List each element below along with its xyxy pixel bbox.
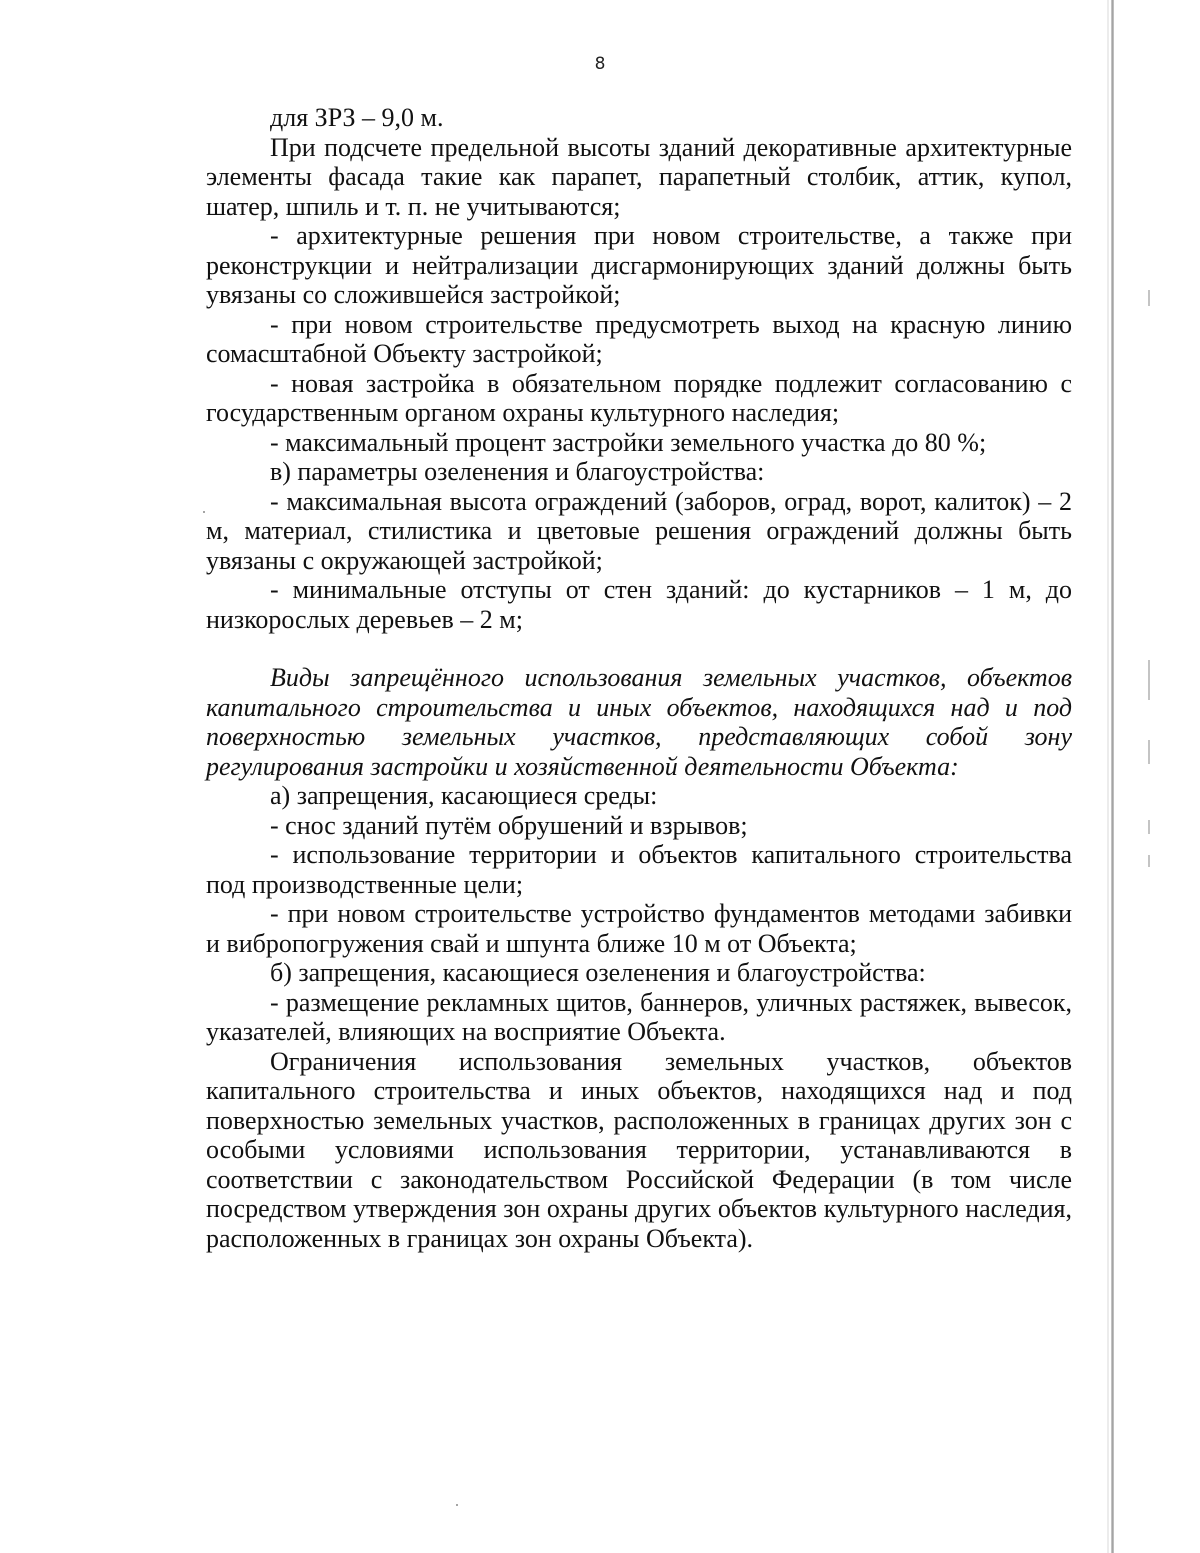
scan-artifact — [1148, 660, 1150, 700]
scan-artifact — [1148, 740, 1150, 764]
list-item: - при новом строительстве предусмотреть выход на красную линию сомасштабной Объекту застройкой; — [206, 309, 1072, 368]
list-item: - снос зданий путём обрушений и взрывов; — [270, 810, 748, 840]
scan-edge-line — [1111, 0, 1114, 1553]
paragraph: При подсчете предельной высоты зданий декоративные архитектурные элементы фасада такие как парапет, парапетный столбик, аттик, купол, шатер, шпиль и т. п. не учитываются; — [206, 132, 1072, 221]
list-item: - максимальный процент застройки земельного участка до 80 %; — [270, 427, 987, 457]
list-item: - архитектурные решения при новом строительстве, а также при реконструкции и нейтрализации дисгармонирующих зданий должны быть увязаны со сложившейся застройкой; — [206, 221, 1072, 309]
page-number: 8 — [594, 54, 606, 74]
paragraph: для ЗРЗ – 9,0 м. — [270, 103, 444, 132]
list-item: - максимальная высота ограждений (заборов, оград, ворот, калиток) – 2 м, материал, стилистика и цветовые решения ограждений должны быть увязаны с окружающей застройкой; — [206, 486, 1072, 575]
subsection-label: б) запрещения, касающиеся озеленения и благоустройства: — [270, 958, 926, 987]
subsection-label: а) запрещения, касающиеся среды: — [270, 781, 658, 810]
section-heading: Виды запрещённого использования земельных участков, объектов капитального строительства и иных объектов, находящихся над и под поверхностью земельных участков, представляющих собой зону регулирования застройки и хозяйственной деятельности Объекта: — [206, 663, 1072, 781]
list-item: - использование территории и объектов капитального строительства под производственные цели; — [206, 840, 1072, 899]
scan-edge-shadow — [1107, 0, 1109, 1553]
scan-artifact — [203, 511, 205, 513]
subsection-label: в) параметры озеленения и благоустройства: — [270, 457, 765, 486]
scan-artifact — [456, 1504, 458, 1506]
list-item: - размещение рекламных щитов, баннеров, уличных растяжек, вывесок, указателей, влияющих на восприятие Объекта. — [206, 987, 1072, 1046]
document-body — [206, 103, 1072, 1253]
scan-artifact — [1148, 855, 1150, 867]
list-item: - минимальные отступы от стен зданий: до кустарников – 1 м, до низкорослых деревьев – 2 м; — [206, 575, 1072, 634]
scan-artifact — [1148, 290, 1150, 306]
paragraph: Ограничения использования земельных участков, объектов капитального строительства и иных объектов, находящихся над и под поверхностью земельных участков, расположенных в границах других зон с особыми условиями использования территории, устанавливаются в соответствии с законодательством Российской Федерации (в том числе посредством утверждения зон охраны других объектов культурного наследия, расположенных в границах зон охраны Объекта). — [206, 1046, 1072, 1253]
list-item: - новая застройка в обязательном порядке подлежит согласованию с государственным органом охраны культурного наследия; — [206, 368, 1072, 427]
list-item: - при новом строительстве устройство фундаментов методами забивки и вибропогружения свай и шпунта ближе 10 м от Объекта; — [206, 899, 1072, 958]
scan-artifact — [1148, 820, 1150, 834]
